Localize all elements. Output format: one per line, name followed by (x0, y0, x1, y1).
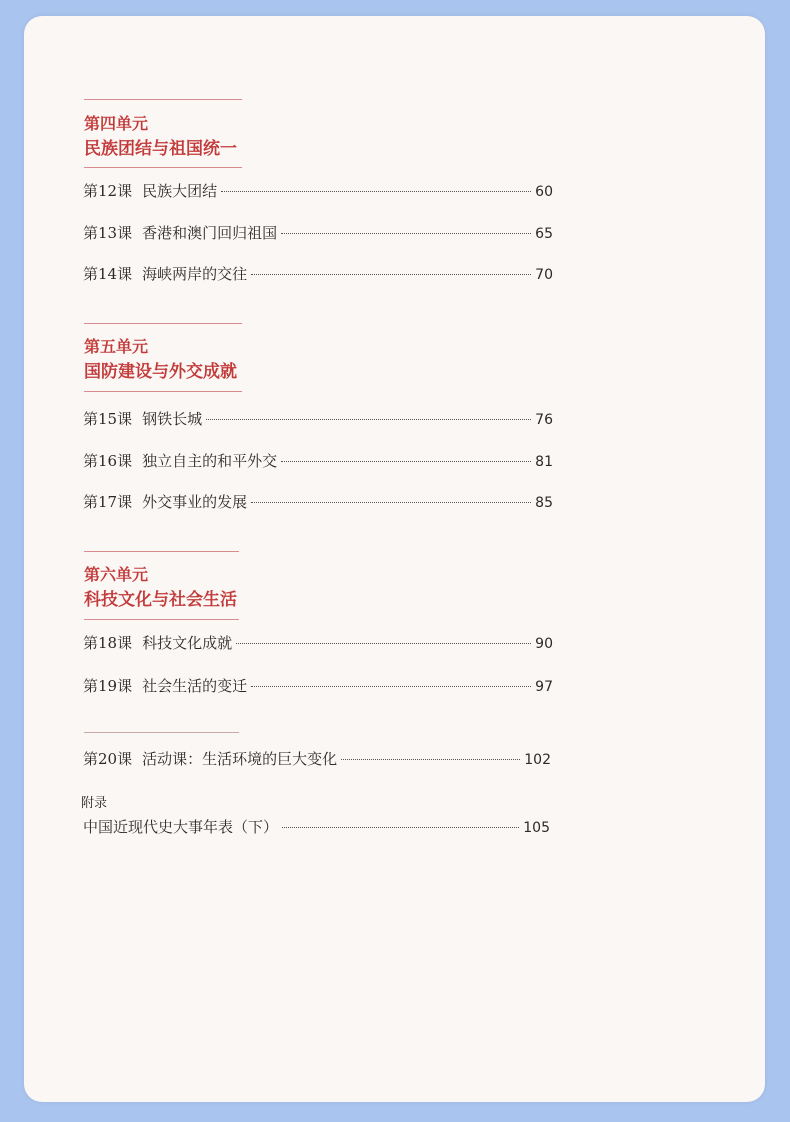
unit-label: 第四单元 (84, 114, 149, 133)
lesson-title: 科技文化成就 (142, 634, 233, 652)
toc-entry[interactable] (83, 264, 553, 285)
unit-divider (84, 99, 242, 100)
page-number: 76 (535, 412, 553, 428)
dot-leader (281, 461, 531, 462)
dot-leader (251, 274, 531, 275)
page-number: 85 (535, 495, 553, 511)
unit-title: 国防建设与外交成就 (84, 362, 237, 382)
lesson-number: 第15课 (83, 410, 133, 428)
toc-entry[interactable] (83, 817, 550, 838)
dot-leader (221, 191, 531, 192)
unit-label: 第五单元 (84, 337, 149, 356)
page-number: 102 (524, 752, 551, 768)
lesson-title: 外交事业的发展 (142, 493, 248, 511)
page-number: 81 (535, 454, 553, 470)
dot-leader (341, 759, 520, 760)
lesson-number: 第19课 (83, 677, 133, 695)
lesson-number: 第16课 (83, 452, 133, 470)
appendix-title: 中国近现代史大事年表（下） (83, 818, 279, 836)
unit-divider (84, 323, 242, 324)
dot-leader (282, 827, 519, 828)
page-number: 65 (535, 226, 553, 242)
unit-divider (84, 619, 239, 620)
unit-divider (84, 551, 239, 552)
dot-leader (206, 419, 531, 420)
page-number: 90 (535, 636, 553, 652)
page-number: 97 (535, 679, 553, 695)
toc-entry[interactable] (83, 492, 553, 513)
unit-title: 科技文化与社会生活 (84, 590, 237, 610)
page-number: 105 (523, 820, 550, 836)
section-divider (84, 732, 239, 733)
lesson-number: 第20课 (83, 750, 133, 768)
lesson-title: 钢铁长城 (142, 410, 203, 428)
appendix-label: 附录 (81, 796, 108, 811)
toc-entry[interactable] (83, 223, 553, 244)
toc-page (24, 16, 765, 1102)
dot-leader (251, 686, 531, 687)
lesson-number: 第12课 (83, 182, 133, 200)
dot-leader (251, 502, 531, 503)
unit-title: 民族团结与祖国统一 (84, 139, 237, 159)
dot-leader (281, 233, 531, 234)
lesson-title: 香港和澳门回归祖国 (142, 224, 278, 242)
page-number: 60 (535, 184, 553, 200)
page-number: 70 (535, 267, 553, 283)
unit-divider (84, 391, 242, 392)
lesson-number: 第17课 (83, 493, 133, 511)
lesson-title: 海峡两岸的交往 (142, 265, 248, 283)
unit-label: 第六单元 (84, 565, 149, 584)
lesson-number: 第18课 (83, 634, 133, 652)
toc-entry[interactable] (83, 181, 553, 202)
lesson-title: 独立自主的和平外交 (142, 452, 278, 470)
lesson-title: 社会生活的变迁 (142, 677, 248, 695)
lesson-title: 活动课：生活环境的巨大变化 (142, 750, 338, 768)
dot-leader (236, 643, 531, 644)
toc-entry[interactable] (83, 633, 553, 654)
unit-divider (84, 167, 242, 168)
lesson-title: 民族大团结 (142, 182, 218, 200)
lesson-number: 第13课 (83, 224, 133, 242)
lesson-number: 第14课 (83, 265, 133, 283)
toc-entry[interactable] (83, 676, 553, 697)
toc-entry[interactable] (83, 451, 553, 472)
toc-entry[interactable] (83, 749, 551, 770)
toc-entry[interactable] (83, 409, 553, 430)
